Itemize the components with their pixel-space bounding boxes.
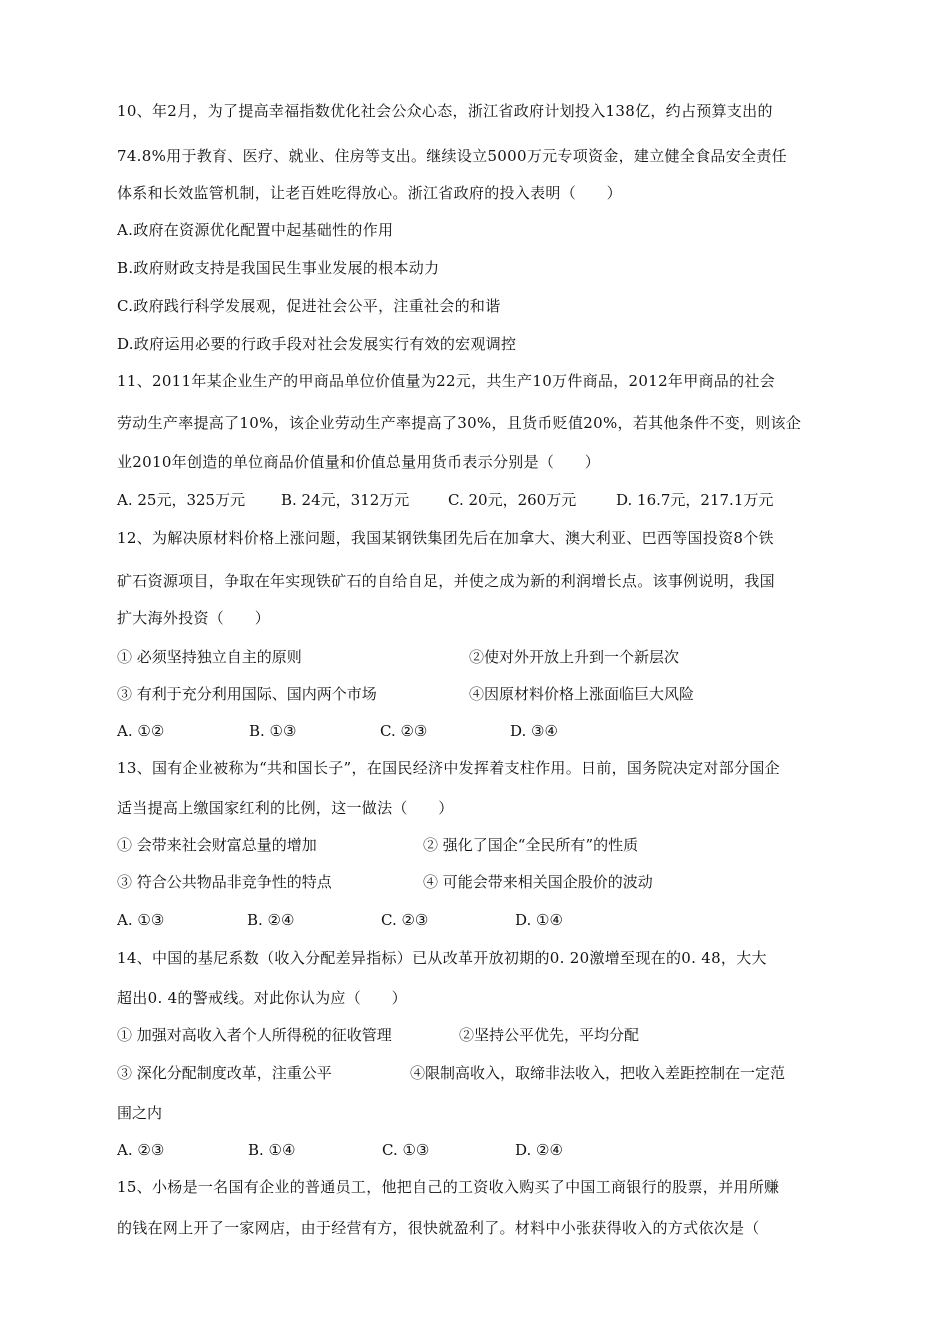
q10-option-b: B.政府财政支持是我国民生事业发展的根本动力 — [117, 259, 440, 277]
q13-stem-line-1: 13、国有企业被称为“共和国长子”，在国民经济中发挥着支柱作用。日前，国务院决定对部分国企 — [117, 759, 780, 777]
q14-option-b: B. ①④ — [248, 1141, 296, 1159]
q13-item-2: ② 强化了国企“全民所有”的性质 — [423, 836, 639, 854]
q13-item-3: ③ 符合公共物品非竞争性的特点 — [117, 873, 332, 891]
q14-option-c: C. ①③ — [382, 1141, 430, 1159]
q12-option-b: B. ①③ — [249, 722, 297, 740]
q14-item-3: ③ 深化分配制度改革，注重公平 — [117, 1064, 332, 1082]
q10-option-c: C.政府践行科学发展观，促进社会公平，注重社会的和谐 — [117, 297, 501, 315]
q12-stem-line-3: 扩大海外投资（ ） — [117, 609, 271, 627]
q11-option-d: D. 16.7元，217.1万元 — [616, 491, 774, 509]
q15-stem-line-1: 15、小杨是一名国有企业的普通员工，他把自己的工资收入购买了中国工商银行的股票，并用所赚 — [117, 1178, 780, 1196]
q13-item-1: ① 会带来社会财富总量的增加 — [117, 836, 317, 854]
q12-item-2: ②使对外开放上升到一个新层次 — [469, 648, 680, 666]
q13-stem-line-2: 适当提高上缴国家红利的比例，这一做法（ ） — [117, 799, 454, 817]
q10-stem-line-3: 体系和长效监管机制，让老百姓吃得放心。浙江省政府的投入表明（ ） — [117, 184, 622, 202]
q10-option-a: A.政府在资源优化配置中起基础性的作用 — [117, 221, 394, 239]
q12-option-c: C. ②③ — [380, 722, 428, 740]
q14-item-4: ④限制高收入，取缔非法收入，把收入差距控制在一定范 — [410, 1064, 786, 1082]
q13-option-a: A. ①③ — [117, 911, 165, 929]
q11-option-b: B. 24元，312万元 — [281, 491, 410, 509]
q12-item-1: ① 必须坚持独立自主的原则 — [117, 648, 302, 666]
q13-option-c: C. ②③ — [381, 911, 429, 929]
q13-item-4: ④ 可能会带来相关国企股价的波动 — [423, 873, 653, 891]
q14-item-1: ① 加强对高收入者个人所得税的征收管理 — [117, 1026, 392, 1044]
q13-option-d: D. ①④ — [515, 911, 563, 929]
q11-stem-line-1: 11、2011年某企业生产的甲商品单位价值量为22元，共生产10万件商品，2012年甲商品的社会 — [117, 372, 776, 390]
q11-option-a: A. 25元，325万元 — [117, 491, 246, 509]
q12-option-d: D. ③④ — [510, 722, 558, 740]
q11-stem-line-2: 劳动生产率提高了10%，该企业劳动生产率提高了30%，且货币贬值20%，若其他条件不变，则该企 — [117, 414, 802, 432]
q14-option-d: D. ②④ — [515, 1141, 563, 1159]
q15-stem-line-2: 的钱在网上开了一家网店，由于经营有方，很快就盈利了。材料中小张获得收入的方式依次是（ — [117, 1219, 760, 1237]
q14-stem-line-1: 14、中国的基尼系数（收入分配差异指标）已从改革开放初期的0. 20激增至现在的0. 48，大大 — [117, 949, 767, 967]
q12-item-4: ④因原材料价格上涨面临巨大风险 — [469, 685, 695, 703]
q10-stem-line-2: 74.8%用于教育、医疗、就业、住房等支出。继续设立5000万元专项资金，建立健全食品安全责任 — [117, 147, 787, 165]
q14-stem-line-2: 超出0. 4的警戒线。对此你认为应（ ） — [117, 989, 407, 1007]
q10-stem-line-1: 10、年2月，为了提高幸福指数优化社会公众心态，浙江省政府计划投入138亿，约占预算支出的 — [117, 102, 773, 120]
q11-option-c: C. 20元，260万元 — [448, 491, 577, 509]
q12-option-a: A. ①② — [117, 722, 165, 740]
q12-stem-line-1: 12、为解决原材料价格上涨问题，我国某钢铁集团先后在加拿大、澳大利亚、巴西等国投资8个铁 — [117, 529, 774, 547]
q12-item-3: ③ 有利于充分利用国际、国内两个市场 — [117, 685, 377, 703]
q14-option-a: A. ②③ — [117, 1141, 165, 1159]
q12-stem-line-2: 矿石资源项目，争取在年实现铁矿石的自给自足，并使之成为新的利润增长点。该事例说明，我国 — [117, 572, 775, 590]
q14-item-2: ②坚持公平优先，平均分配 — [459, 1026, 640, 1044]
q11-stem-line-3: 业2010年创造的单位商品价值量和价值总量用货币表示分别是（ ） — [117, 453, 601, 471]
q13-option-b: B. ②④ — [247, 911, 295, 929]
q10-option-d: D.政府运用必要的行政手段对社会发展实行有效的宏观调控 — [117, 335, 517, 353]
q14-item-4-continued: 围之内 — [117, 1104, 163, 1122]
